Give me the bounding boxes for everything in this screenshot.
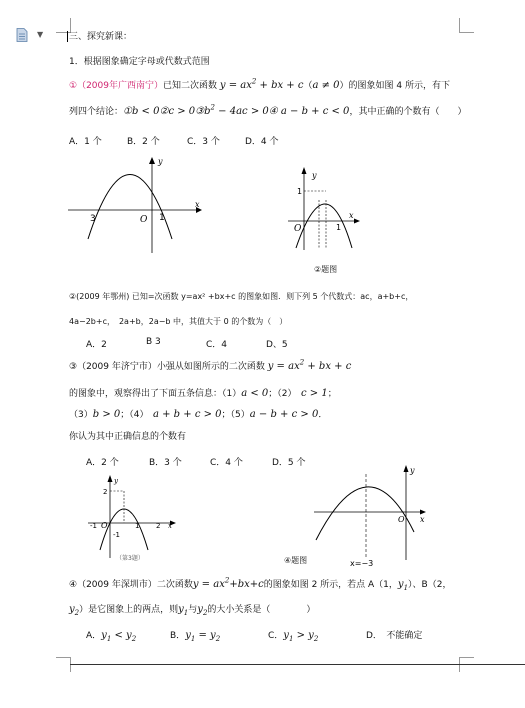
q1-option-c: C．3 个 [187,137,220,147]
svg-text:2: 2 [156,522,161,530]
svg-text:-1: -1 [113,531,120,539]
q4-option-c: C．$y_1 > y_2$ [268,630,319,643]
q4-line2: $y_2$）是它图象上的两点，则$y_1$与$y_2$的大小关系是（ ） [69,604,316,617]
q4-line1: ④（2009 年深圳市）二次函数$y = ax^2+bx+c$的图象如图 2 所示，若点 A（1，$y_1$）、B（2， [69,576,452,592]
q1-figure-left [66,155,206,255]
q2-line1: ②(2009 年鄂州) 已知=次函数 y=ax² +bx+c 的图象如图．则下列 5 个代数式：ac，a+b+c， [69,292,414,301]
svg-text:y: y [312,171,317,180]
q3-option-c: C．4 个 [210,458,243,468]
svg-text:1: 1 [297,187,303,196]
q3-line1: ③（2009 年济宁市）小强从如图所示的二次函数 $y = ax^2$ + bx + c [69,358,352,372]
text-cursor [67,31,68,42]
q2-line2: 4a−2b+c， 2a+b，2a−b 中，其值大于 0 的个数为（ ） [69,317,288,326]
q3-figure-caption: ④题图 [284,556,308,565]
q3-option-b: B．3 个 [149,458,182,468]
q1-figure-caption: ②题图 [314,265,338,274]
q1-option-b: B．2 个 [127,137,160,147]
subsection-title: 1．根据图象确定字母或代数式范围 [69,57,210,67]
q3-question: 你认为其中正确信息的个数有 [69,432,187,442]
svg-text:O: O [398,515,405,524]
svg-text:O: O [294,224,302,234]
svg-text:y: y [410,466,415,475]
q1-option-d: D．4 个 [245,137,279,147]
q3-option-a: A．2 个 [86,458,119,468]
svg-text:x: x [195,200,200,209]
q3-line2: 的图象中，观察得出了下面五条信息：（1）a < 0；（2） c > 1； [69,388,337,399]
svg-text:（第3题）: （第3题） [116,555,144,562]
q1-option-a: A．1 个 [69,137,102,147]
svg-text:x: x [420,515,425,524]
page-bottom-rule [70,664,525,665]
svg-text:x=−3: x=−3 [350,559,374,568]
svg-text:2: 2 [103,488,108,496]
q2-option-b: B 3 [146,337,161,347]
svg-text:O: O [140,215,148,225]
document-icon[interactable] [16,28,28,42]
svg-text:3: 3 [90,214,96,224]
svg-text:1: 1 [159,213,165,223]
svg-text:x: x [349,211,354,220]
svg-text:O: O [101,521,108,530]
svg-text:x: x [168,522,172,530]
page-corner-mark [459,18,474,33]
q4-option-b: B．$y_1 = y_2$ [170,630,221,643]
svg-text:y: y [114,477,118,485]
q3-figure-right [310,460,440,570]
q2-option-d: D、5 [266,340,288,350]
svg-text:-1: -1 [90,522,97,530]
svg-text:1: 1 [336,223,342,232]
q4-option-a: A．$y_1 < y_2$ [86,630,137,643]
svg-text:y: y [158,157,163,166]
q4-option-d: D． 不能确定 [366,631,423,641]
q3-option-d: D．5 个 [272,458,306,468]
svg-text:1: 1 [135,522,140,530]
q1-figure-right [286,160,366,256]
q3-figure-left [86,470,186,562]
q1-source: ①（2009年广西南宁） [69,81,163,91]
page-corner-mark [56,657,71,672]
q1-line1: ①（2009年广西南宁）已知二次函数 $y = ax^2$ + bx + c（a ≠ 0）的图象如图 4 所示，有下 [69,77,450,91]
section-title: 三、探究新课： [69,32,133,42]
q2-option-a: A．2 [86,340,107,350]
q3-line3: （3）b > 0；（4） a + b + c > 0；（5）a − b + c > 0． [69,409,328,420]
chevron-down-icon[interactable]: ▼ [37,30,44,39]
q1-line2: 列四个结论：①b < 0②c > $0③b^2 - 4ac$ > 0④ a − b + c < 0，其中正确的个数有（ ） [69,103,467,117]
q2-option-c: C．4 [206,340,228,350]
